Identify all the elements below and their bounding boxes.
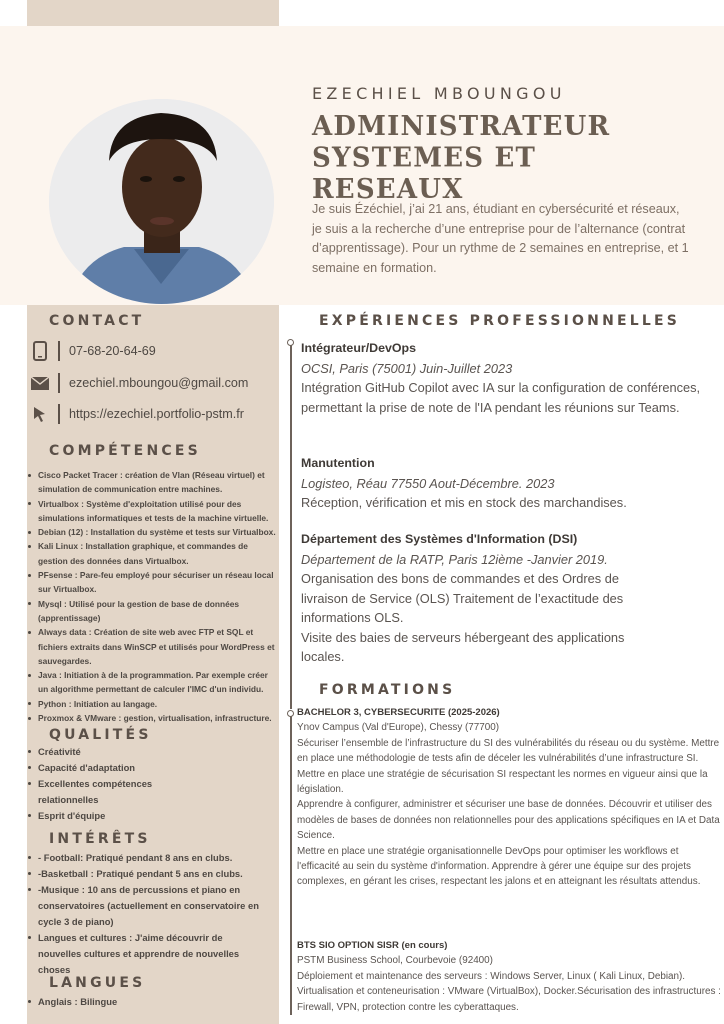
list-item: Capacité d'adaptation bbox=[27, 760, 279, 776]
experience-title: Intégrateur/DevOps bbox=[301, 341, 416, 355]
main-content bbox=[280, 305, 724, 1024]
formation-school: PSTM Business School, Courbevoie (92400) bbox=[297, 955, 493, 967]
divider bbox=[58, 341, 60, 361]
competences-heading: COMPÉTENCES bbox=[49, 443, 201, 459]
list-item: Debian (12) : Installation du système et tests sur Virtualbox. bbox=[27, 525, 279, 539]
formation-title: BTS SIO OPTION SISR (en cours) bbox=[297, 940, 448, 951]
experience-company: OCSI, Paris (75001) Juin-Juillet 2023 bbox=[301, 360, 513, 376]
list-item: Excellentes compétences relationnelles bbox=[27, 776, 197, 808]
formation-description: Sécuriser l’ensemble de l’infrastructure du SI des vulnérabilités du réseau ou du système. Mettre en place une méthodologie de tests afin de déceler les vulnérabilités d’une infrastructure SI. Mettre en place une stratégie de sécurisation SI respectant les normes en vigueur ainsi que la législation. bbox=[297, 737, 720, 796]
list-item: Langues et cultures : J'aime découvrir de nouvelles cultures et apprendre de nouvelles choses bbox=[27, 930, 252, 978]
sidebar bbox=[27, 305, 279, 1024]
contact-heading: CONTACT bbox=[49, 313, 145, 329]
experiences-heading: EXPÉRIENCES PROFESSIONNELLES bbox=[319, 313, 681, 329]
list-item: Kali Linux : Installation graphique, et commandes de gestion des données dans Virtualbox. bbox=[27, 539, 279, 568]
experience-description: Réception, vérification et mis en stock des marchandises. bbox=[301, 495, 627, 510]
formation-description: Mettre en place une stratégie organisationnelle DevOps pour optimiser les workflows et l'efficacité au sein du système d'information. Apprendre à gérer une équipe sur des projets complexes, en gérant les crises, respectant les jalons et en atteignant les résultats attendus. bbox=[297, 845, 701, 888]
experience-item bbox=[301, 339, 711, 417]
list-item: - Football: Pratiqué pendant 8 ans en clubs. bbox=[27, 850, 279, 866]
person-name: EZECHIEL MBOUNGOU bbox=[312, 84, 566, 103]
list-item: Anglais : Bilingue bbox=[27, 994, 279, 1010]
divider bbox=[58, 373, 60, 393]
hero-banner bbox=[0, 26, 724, 305]
person-portrait-icon bbox=[49, 99, 274, 304]
experience-title: Manutention bbox=[301, 456, 375, 470]
timeline-line bbox=[290, 344, 292, 709]
contact-website[interactable] bbox=[30, 402, 244, 426]
list-item: Always data : Création de site web avec FTP et SQL et fichiers extraits dans WinSCP et utilisés pour WordPress et sauvegardes. bbox=[27, 625, 279, 668]
list-item: Virtualbox : Système d'exploitation utilisé pour des simulations informatiques et tests de la machine virtuelle. bbox=[27, 497, 279, 526]
competences-list bbox=[27, 468, 279, 725]
interets-list bbox=[27, 850, 279, 978]
list-item: PFsense : Pare-feu employé pour sécuriser un réseau local sur Virtualbox. bbox=[27, 568, 279, 597]
list-item: Mysql : Utilisé pour la gestion de base de données (apprentissage) bbox=[27, 597, 279, 626]
langues-heading: LANGUES bbox=[49, 975, 146, 991]
formation-description: Apprendre à configurer, administrer et sécuriser une base de données. Découvrir et utiliser des modèles de bases de données non relationnelles pour des applications spécifiques en IA et Data Science. bbox=[297, 799, 720, 842]
mail-icon bbox=[30, 372, 50, 394]
contact-phone[interactable] bbox=[30, 339, 156, 363]
intro-text: Je suis Ézéchiel, j’ai 21 ans, étudiant en cybersécurité et réseaux, je suis a la recherche d’une entreprise pour de l’alternance (contrat d’apprentissage). Pour un rythme de 2 semaines en entreprise, et 1 semaine en formation. bbox=[312, 202, 689, 275]
experience-item bbox=[301, 454, 711, 513]
formation-school: Ynov Campus (Val d'Europe), Chessy (77700) bbox=[297, 722, 500, 734]
experience-item bbox=[301, 530, 711, 667]
formation-description: Déploiement et maintenance des serveurs : Windows Server, Linux ( Kali Linux, Debian). Virtualisation et conteneurisation : VMware (VirtualBox), Docker.Sécurisation des infrastructures : Firewall, VPN, protection contre les cyberattaques. bbox=[297, 970, 721, 1013]
website-link[interactable]: https://ezechiel.portfolio-pstm.fr bbox=[69, 407, 244, 421]
list-item: Esprit d'équipe bbox=[27, 808, 279, 824]
job-title-line: SYSTEMES ET bbox=[312, 142, 537, 174]
qualites-heading: QUALITÉS bbox=[49, 727, 152, 743]
list-item: Python : Initiation au langage. bbox=[27, 697, 279, 711]
interets-heading: INTÉRÊTS bbox=[49, 831, 151, 847]
phone-icon bbox=[30, 340, 50, 362]
phone-number[interactable]: 07-68-20-64-69 bbox=[69, 344, 156, 358]
formation-item bbox=[297, 938, 722, 1015]
profile-photo bbox=[49, 99, 274, 304]
experience-company: Logisteo, Réau 77550 Aout-Décembre. 2023 bbox=[301, 475, 555, 491]
list-item: -Musique : 10 ans de percussions et piano en conservatoires (actuellement en conservatoire en cycle 3 de piano) bbox=[27, 882, 262, 930]
list-item: Cisco Packet Tracer : création de Vlan (Réseau virtuel) et simulation de communication entre machines. bbox=[27, 468, 279, 497]
cursor-icon bbox=[30, 403, 50, 425]
qualites-list bbox=[27, 744, 279, 824]
list-item: -Basketball : Pratiqué pendant 5 ans en clubs. bbox=[27, 866, 279, 882]
list-item: Java : Initiation à de la programmation. Par exemple créer un algorithme permettant de calculer l'IMC d'un individu. bbox=[27, 668, 279, 697]
formation-item bbox=[297, 705, 722, 890]
experience-company: Département de la RATP, Paris 12ième -Janvier 2019. bbox=[301, 551, 608, 567]
email-address[interactable]: ezechiel.mboungou@gmail.com bbox=[69, 376, 249, 390]
experience-description: Visite des baies de serveurs hébergeant des applications locales. bbox=[301, 629, 625, 664]
formation-title: BACHELOR 3, CYBERSECURITE (2025-2026) bbox=[297, 707, 500, 718]
job-title-line: RESEAUX bbox=[312, 174, 464, 206]
experience-description: Intégration GitHub Copilot avec IA sur la configuration de conférences, permettant la prise de note de l'IA pendant les réunions sur Teams. bbox=[301, 380, 701, 415]
job-title-line: ADMINISTRATEUR bbox=[312, 111, 611, 143]
langues-list bbox=[27, 994, 279, 1010]
job-title bbox=[312, 111, 702, 206]
contact-email[interactable] bbox=[30, 371, 248, 395]
experience-description: Organisation des bons de commandes et des Ordres de livraison de Service (OLS) Traitement de l’exactitude des informations OLS. bbox=[301, 571, 624, 625]
timeline-line bbox=[290, 715, 292, 1015]
list-item: Créativité bbox=[27, 744, 279, 760]
top-decor-tab bbox=[27, 0, 279, 26]
experience-title: Département des Systèmes d'Information (DSI) bbox=[301, 532, 578, 546]
list-item: Proxmox & VMware : gestion, virtualisation, infrastructure. bbox=[27, 711, 279, 725]
divider bbox=[58, 404, 60, 424]
formations-heading: FORMATIONS bbox=[319, 682, 456, 698]
